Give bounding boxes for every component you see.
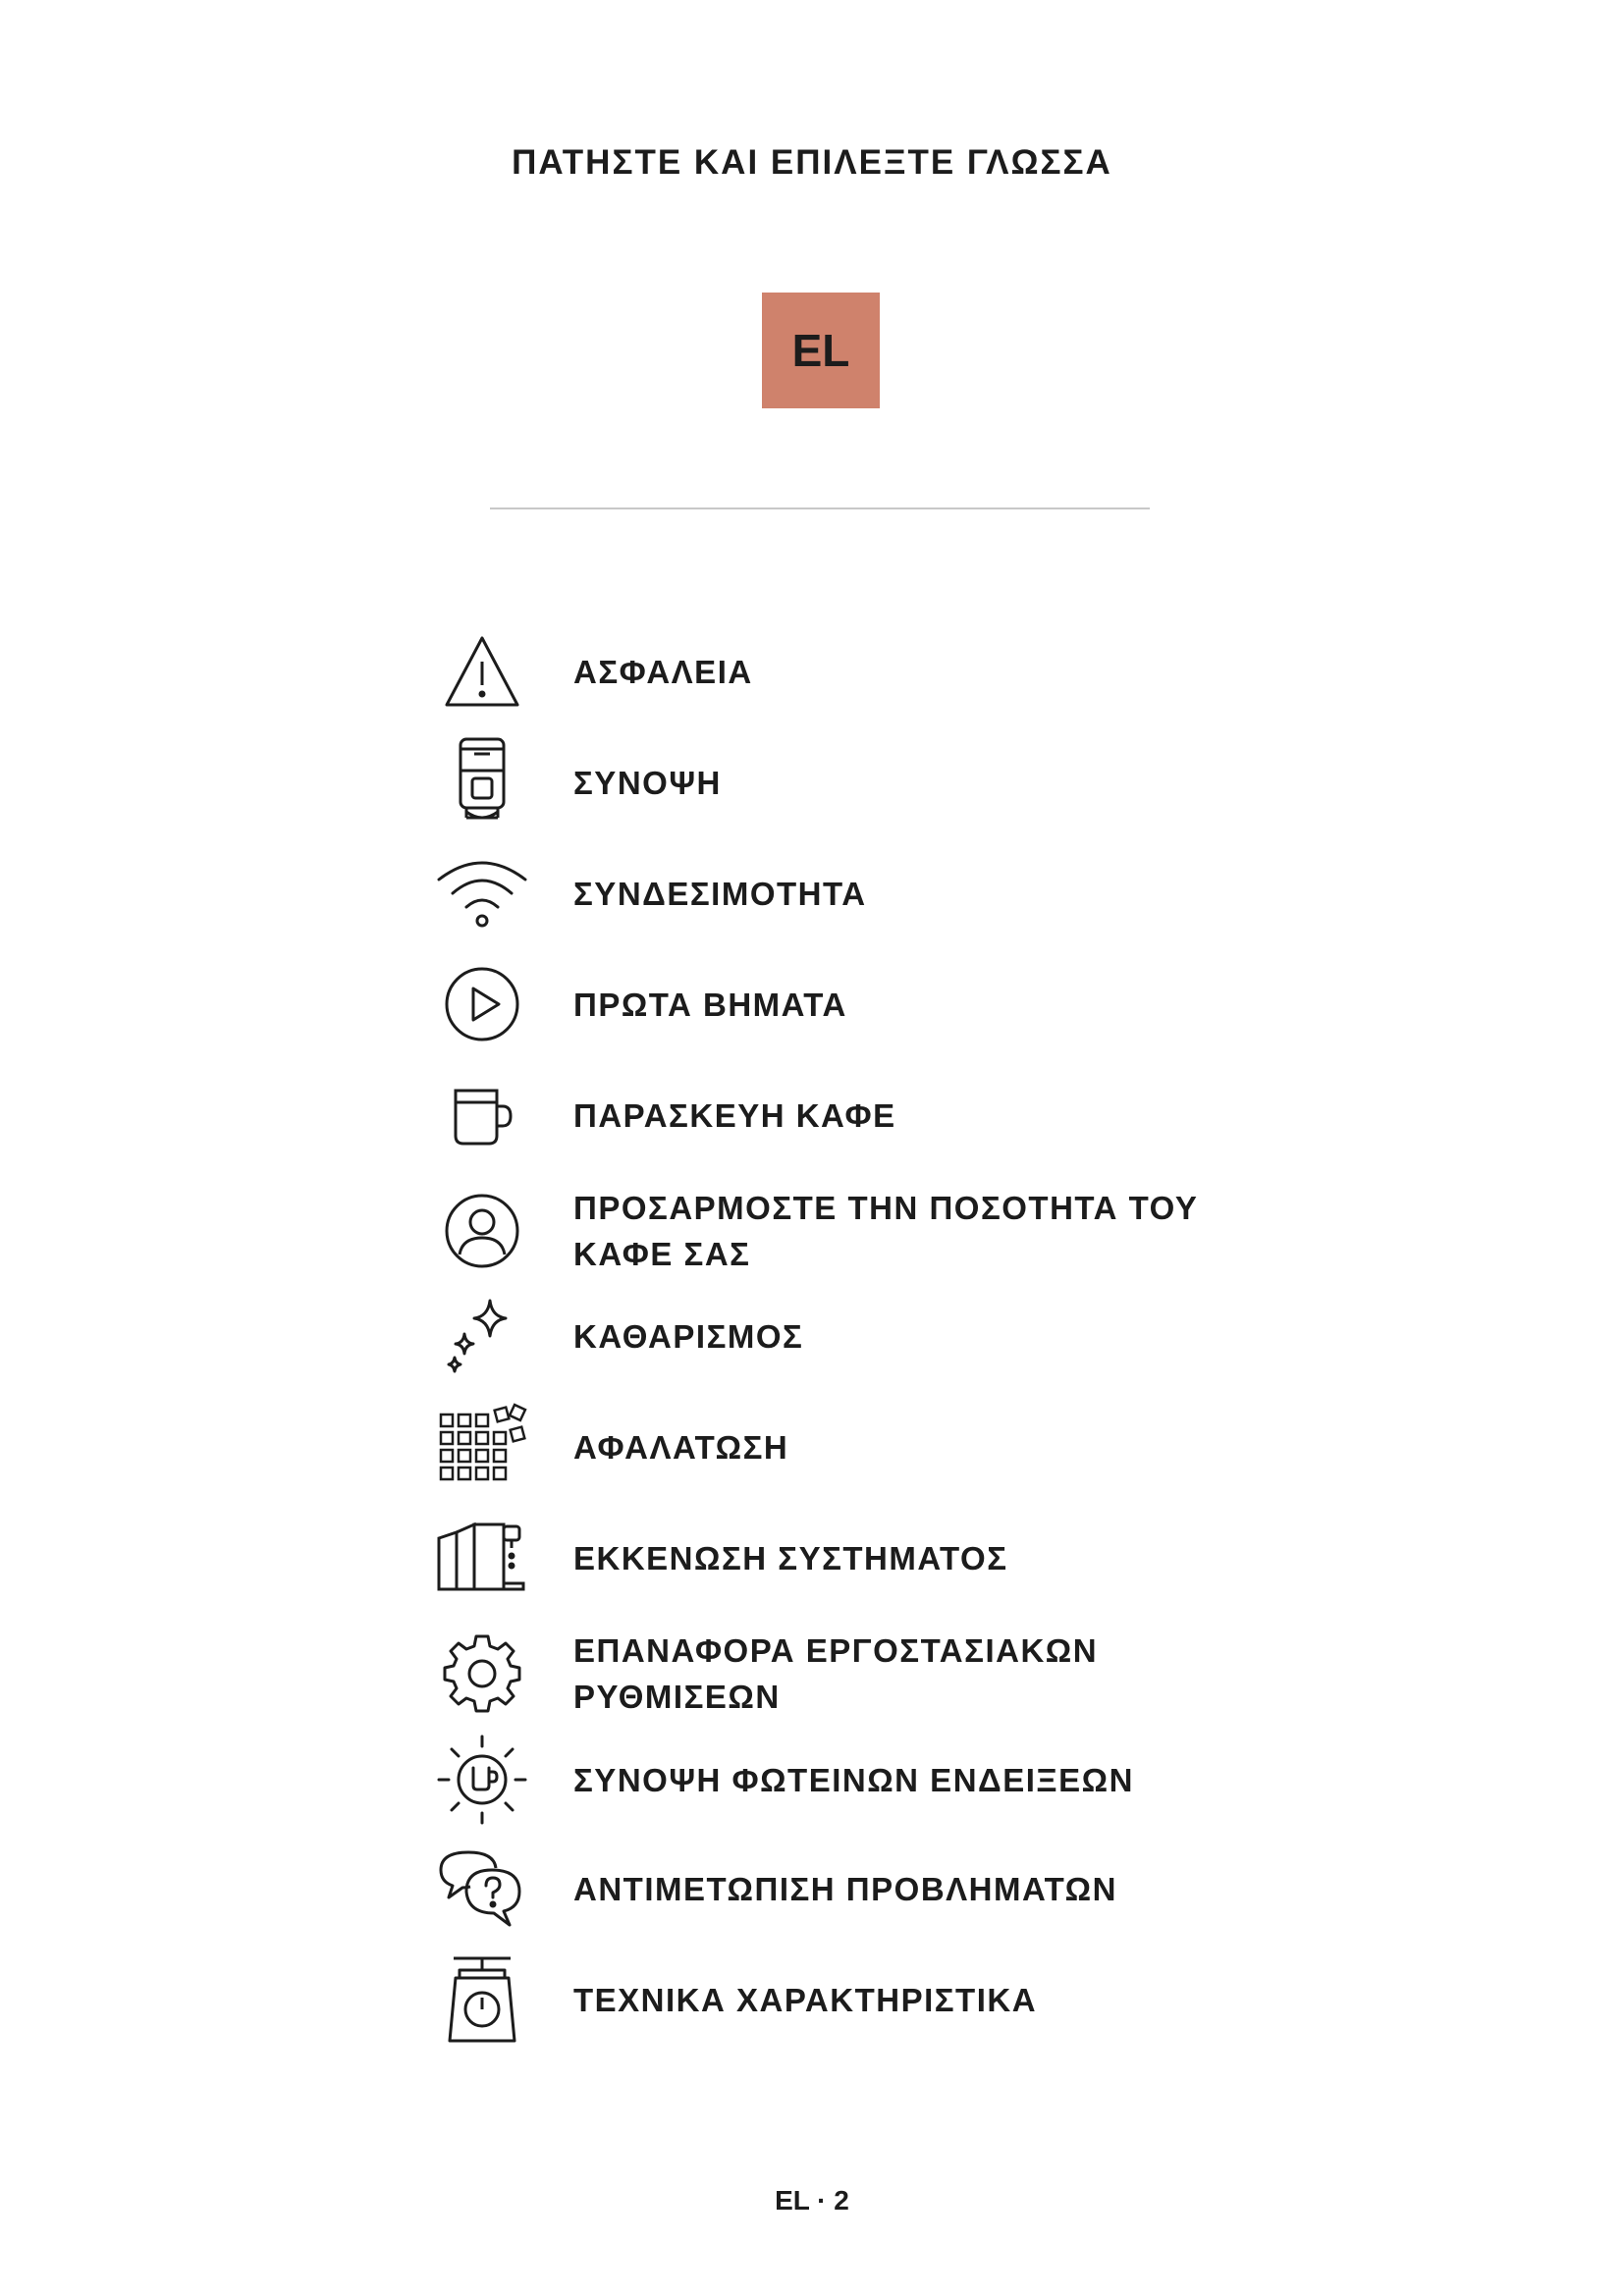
toc-item-safety[interactable] (428, 624, 1272, 719)
toc-item-overview[interactable] (428, 735, 1272, 829)
toc-label: ΚΑΘΑΡΙΣΜΟΣ (573, 1317, 804, 1355)
wifi-icon (428, 846, 536, 940)
toc-label: ΤΕΧΝΙΚΑ ΧΑΡΑΚΤΗΡΙΣΤΙΚΑ (573, 1981, 1038, 2018)
toc-label: ΠΡΩΤΑ ΒΗΜΑΤΑ (573, 986, 847, 1023)
toc-label: ΑΣΦΑΛΕΙΑ (573, 653, 753, 690)
toc-label: ΠΡΟΣΑΡΜΟΣΤΕ ΤΗΝ ΠΟΣΟΤΗΤΑ ΤΟΥ ΚΑΦΕ ΣΑΣ (573, 1190, 1199, 1272)
warning-triangle-icon (428, 624, 536, 719)
coffee-machine-icon (428, 735, 536, 829)
toc-label: ΑΦΑΛΑΤΩΣΗ (573, 1428, 789, 1466)
language-button-el[interactable] (762, 293, 880, 408)
help-chat-icon (428, 1842, 536, 1936)
light-indicator-icon (428, 1733, 536, 1827)
page-title: ΠΑΤΗΣΤΕ ΚΑΙ ΕΠΙΛΕΞΤΕ ΓΛΩΣΣΑ (512, 143, 1112, 182)
sparkle-icon (428, 1289, 536, 1383)
toc-item-emptying-system[interactable] (428, 1511, 1272, 1605)
toc-label: ΕΠΑΝΑΦΟΡΑ ΕΡΓΟΣΤΑΣΙΑΚΩΝ ΡΥΘΜΙΣΕΩΝ (573, 1632, 1099, 1715)
toc-item-cleaning[interactable] (428, 1289, 1272, 1383)
emptying-system-icon (428, 1511, 536, 1605)
page-number: EL · 2 (775, 2185, 849, 2216)
divider (490, 507, 1150, 509)
mug-icon (428, 1068, 536, 1162)
toc-label: ΣΥΝΔΕΣΙΜΟΤΗΤΑ (573, 875, 867, 912)
toc-label: ΑΝΤΙΜΕΤΩΠΙΣΗ ΠΡΟΒΛΗΜΑΤΩΝ (573, 1870, 1117, 1907)
toc-label: ΕΚΚΕΝΩΣΗ ΣΥΣΤΗΜΑΤΟΣ (573, 1539, 1008, 1576)
toc-item-technical-specifications[interactable] (428, 1952, 1272, 2047)
toc-item-descaling[interactable] (428, 1400, 1272, 1494)
toc-item-troubleshooting[interactable] (428, 1842, 1272, 1936)
descaling-grid-icon (428, 1400, 536, 1494)
toc-item-factory-reset[interactable] (428, 1627, 1272, 1721)
toc-item-light-indicators[interactable] (428, 1733, 1272, 1827)
toc-label: ΣΥΝΟΨΗ (573, 764, 722, 801)
play-icon (428, 957, 536, 1051)
user-profile-icon (428, 1184, 536, 1278)
scale-icon (428, 1952, 536, 2047)
toc-item-adjust-quantity[interactable] (428, 1184, 1272, 1278)
toc-item-coffee-preparation[interactable] (428, 1068, 1272, 1162)
toc-label: ΣΥΝΟΨΗ ΦΩΤΕΙΝΩΝ ΕΝΔΕΙΞΕΩΝ (573, 1761, 1134, 1798)
gear-icon (428, 1627, 536, 1721)
toc-label: ΠΑΡΑΣΚΕΥΗ ΚΑΦΕ (573, 1096, 896, 1134)
toc-item-connectivity[interactable] (428, 846, 1272, 940)
toc-item-first-steps[interactable] (428, 957, 1272, 1051)
language-button-label: EL (791, 325, 850, 376)
